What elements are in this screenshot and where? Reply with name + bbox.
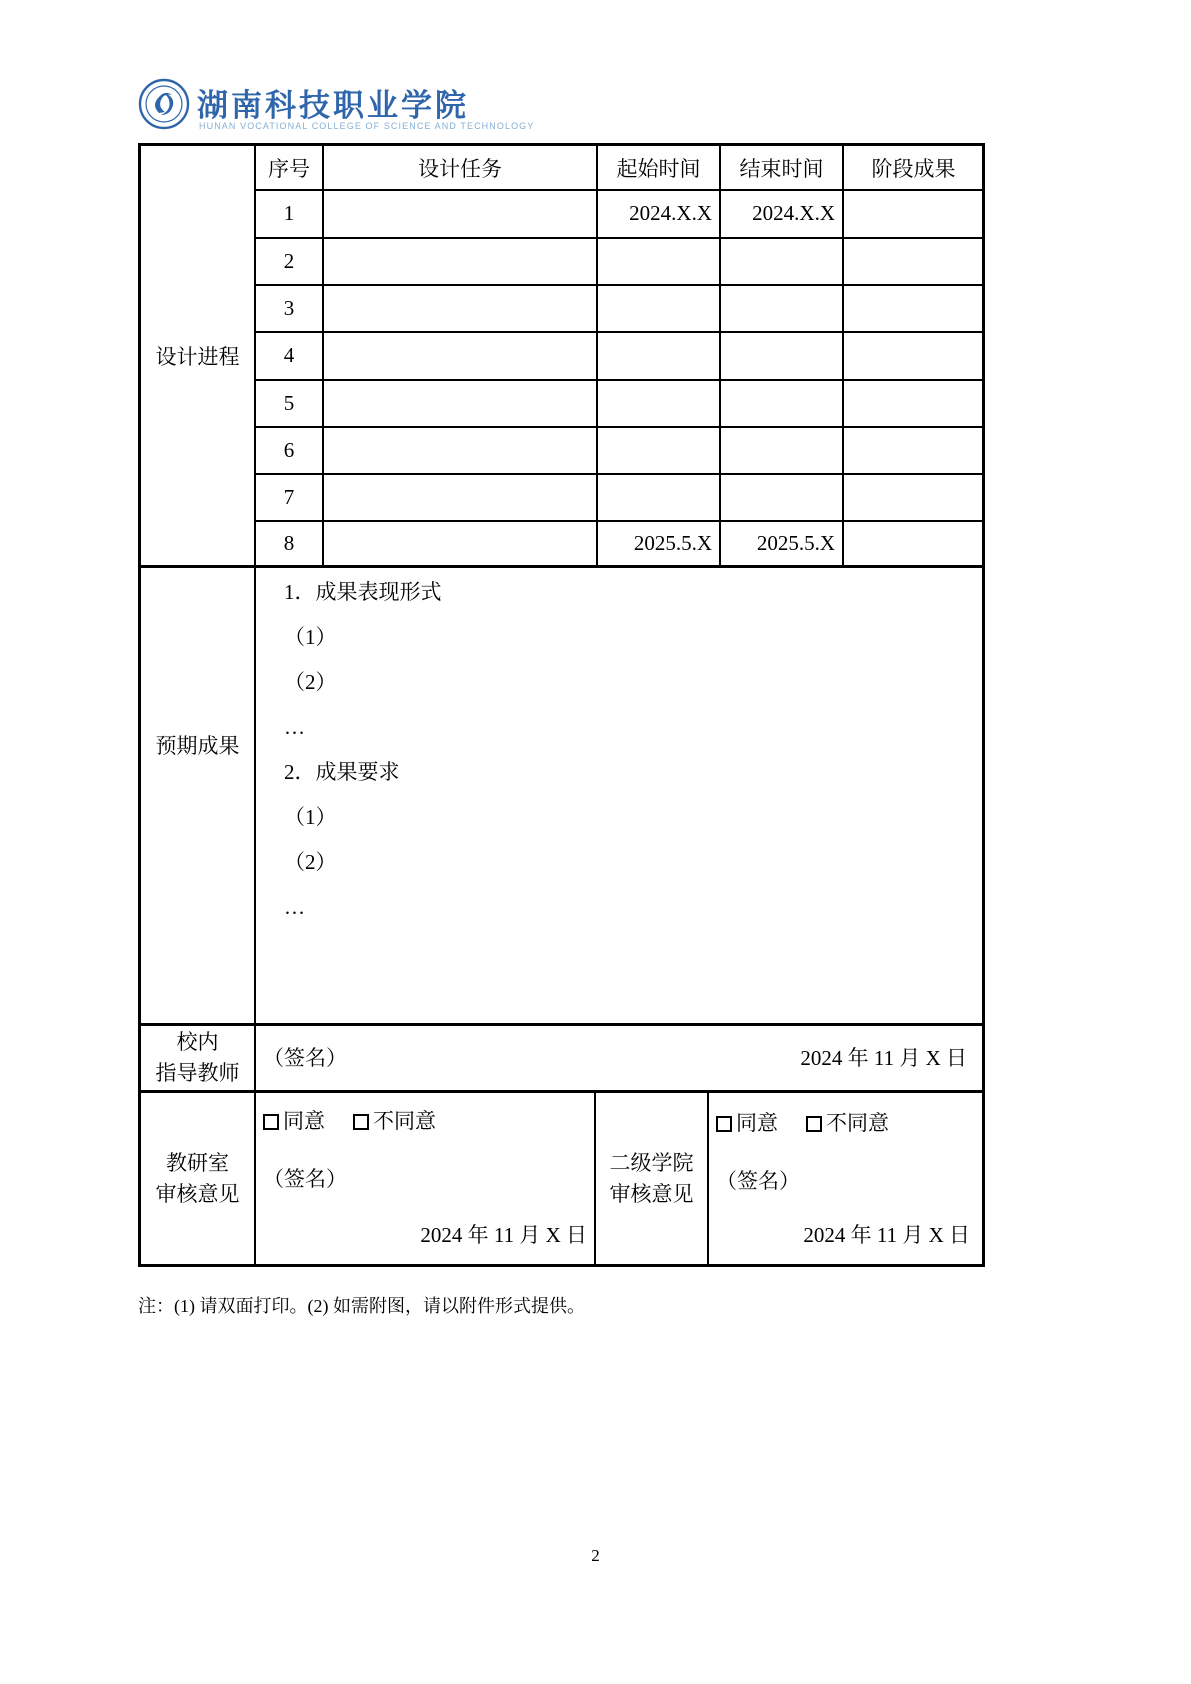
row-label-advisor [141, 1027, 254, 1089]
start-time-cell: 2025.5.X [633, 530, 712, 555]
review2-label-line1: 二级学院 [609, 1151, 694, 1175]
row-label-design-progress: 设计进程 [155, 344, 240, 369]
advisor-date: 2024 年 11 月 X 日 [800, 1046, 967, 1070]
review1-disagree-label: 不同意 [373, 1109, 436, 1133]
review2-agree-checkbox [716, 1116, 732, 1132]
review1-signature-placeholder: （签名） [263, 1167, 347, 1191]
grid-line [255, 331, 985, 333]
advisor-label-line1: 校内 [176, 1030, 219, 1054]
expected-line: … [284, 715, 305, 739]
row-label-expected-results: 预期成果 [155, 734, 240, 758]
review2-date: 2024 年 11 月 X 日 [803, 1223, 970, 1247]
expected-line: （2） [284, 670, 337, 694]
grid-line [255, 237, 985, 239]
column-header-number: 序号 [268, 156, 310, 181]
column-header-start-time: 起始时间 [616, 156, 701, 181]
row-number: 7 [283, 484, 295, 509]
section-divider [138, 1090, 985, 1093]
row-label-teaching-office-review [141, 1094, 254, 1264]
college-name: 湖南科技职业学院 [197, 88, 469, 123]
expected-line: （2） [284, 850, 337, 874]
footnote: 注：(1) 请双面打印。(2) 如需附图，请以附件形式提供。 [138, 1296, 585, 1316]
grid-line [842, 146, 844, 565]
review2-agree-label: 同意 [736, 1111, 778, 1135]
review1-date: 2024 年 11 月 X 日 [420, 1223, 587, 1247]
column-header-task: 设计任务 [418, 156, 502, 181]
review1-disagree-checkbox [353, 1114, 369, 1130]
expected-line: 2．成果要求 [284, 760, 400, 784]
expected-line: 1．成果表现形式 [284, 580, 442, 604]
row-label-secondary-college-review [597, 1094, 706, 1264]
advisor-label-line2: 指导教师 [155, 1061, 240, 1085]
section-divider [138, 1023, 985, 1026]
grid-line [255, 426, 985, 428]
end-time-cell: 2024.X.X [752, 201, 835, 225]
grid-line [255, 379, 985, 381]
college-emblem-icon [138, 78, 190, 130]
review1-agree-checkbox [263, 1114, 279, 1130]
grid-line [707, 1093, 709, 1264]
grid-line [255, 284, 985, 286]
row-number: 1 [283, 201, 295, 225]
review2-signature-placeholder: （签名） [716, 1169, 800, 1193]
review2-disagree-label: 不同意 [826, 1111, 889, 1135]
review1-label-line1: 教研室 [166, 1151, 229, 1175]
row-number: 8 [283, 530, 295, 555]
advisor-signature-placeholder: （签名） [263, 1046, 347, 1070]
page-number: 2 [591, 1546, 600, 1565]
row-number: 3 [283, 295, 295, 320]
start-time-cell: 2024.X.X [629, 201, 712, 225]
column-header-stage-result: 阶段成果 [871, 156, 956, 181]
expected-line: … [284, 895, 305, 919]
expected-line: （1） [284, 625, 337, 649]
review2-disagree-checkbox [806, 1116, 822, 1132]
row-number: 6 [283, 437, 295, 462]
review1-options [263, 1106, 436, 1136]
grid-line [255, 473, 985, 475]
end-time-cell: 2025.5.X [756, 530, 835, 555]
row-number: 4 [283, 343, 295, 367]
row-number: 5 [283, 390, 295, 415]
expected-line: （1） [284, 805, 337, 829]
grid-line [322, 146, 324, 565]
review2-options [716, 1108, 889, 1138]
column-header-end-time: 结束时间 [739, 156, 824, 181]
section-divider [138, 565, 985, 568]
review1-agree-label: 同意 [283, 1109, 325, 1133]
college-name-english: HUNAN VOCATIONAL COLLEGE OF SCIENCE AND TECHNOLOGY [199, 121, 535, 131]
review2-label-line2: 审核意见 [609, 1182, 694, 1206]
review1-label-line2: 审核意见 [155, 1182, 240, 1206]
row-number: 2 [283, 248, 295, 273]
